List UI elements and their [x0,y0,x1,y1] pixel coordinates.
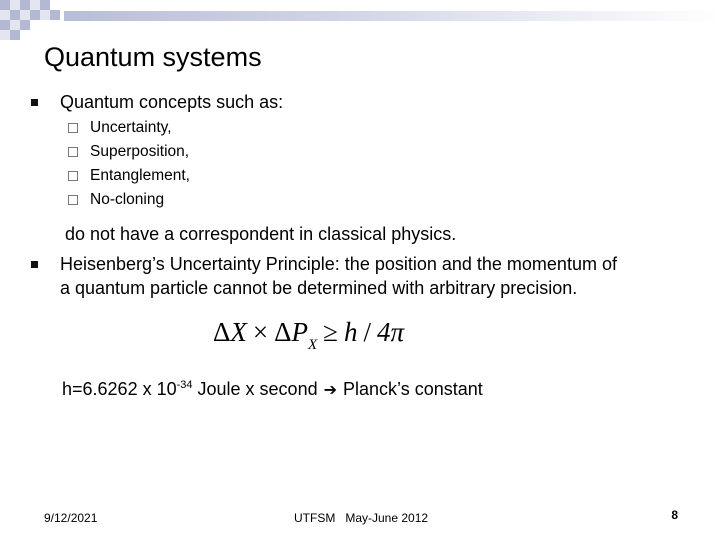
deco-square [10,10,20,20]
planck-exponent: -34 [176,379,193,391]
formula-delta: Δ [213,317,231,347]
planck-unit: Joule x second [192,379,318,399]
deco-square [20,10,30,20]
formula-x: X [230,317,247,347]
formula-p: P [291,317,308,347]
planck-constant-line [62,378,483,402]
uncertainty-formula [213,316,405,353]
checkbox-bullet-icon [68,171,78,181]
bullet-square-icon [31,99,38,106]
page-number: 8 [671,508,678,522]
footer-center: UTFSM May-June 2012 [294,511,429,525]
deco-square [0,30,10,40]
formula-times: × [252,317,269,347]
deco-square [40,0,50,10]
formula-p-subscript: X [307,337,318,353]
sub-item: Superposition, [90,143,190,160]
checkbox-bullet-icon [68,195,78,205]
deco-square [50,10,60,20]
deco-square [0,10,10,20]
formula-delta: Δ [274,317,292,347]
continuation-text: do not have a correspondent in classical physics. [65,224,457,244]
header-decoration [0,0,720,42]
deco-square [20,20,30,30]
header-gradient-band [64,11,720,21]
deco-square [10,20,20,30]
deco-square [0,0,10,10]
arrow-right-icon: ➔ [323,382,337,399]
planck-label: Planck’s constant [343,379,483,399]
checkbox-bullet-icon [68,147,78,157]
footer-date: 9/12/2021 [44,511,98,525]
bullet-square-icon [31,261,38,268]
bullet-text: Quantum concepts such as: [60,92,284,112]
deco-square [10,0,20,10]
deco-square [40,10,50,20]
bullet-text-continued: a quantum particle cannot be determined with arbitrary precision. [60,278,578,298]
bullet-text: Heisenberg’s Uncertainty Principle: the position and the momentum of [60,254,617,274]
deco-square [20,0,30,10]
sub-item: No-cloning [90,191,165,208]
formula-h: h [343,317,358,347]
sub-item: Entanglement, [90,167,190,184]
deco-square [10,30,20,40]
planck-value: h=6.6262 x 10 [62,379,177,399]
formula-four-pi: 4π [377,317,405,347]
checkbox-bullet-icon [68,123,78,133]
deco-square [30,0,40,10]
sub-item: Uncertainty, [90,119,172,136]
deco-square [0,20,10,30]
deco-square [30,10,40,20]
formula-geq: ≥ [323,317,338,347]
slide-title: Quantum systems [44,42,262,72]
formula-slash: / [363,317,371,347]
